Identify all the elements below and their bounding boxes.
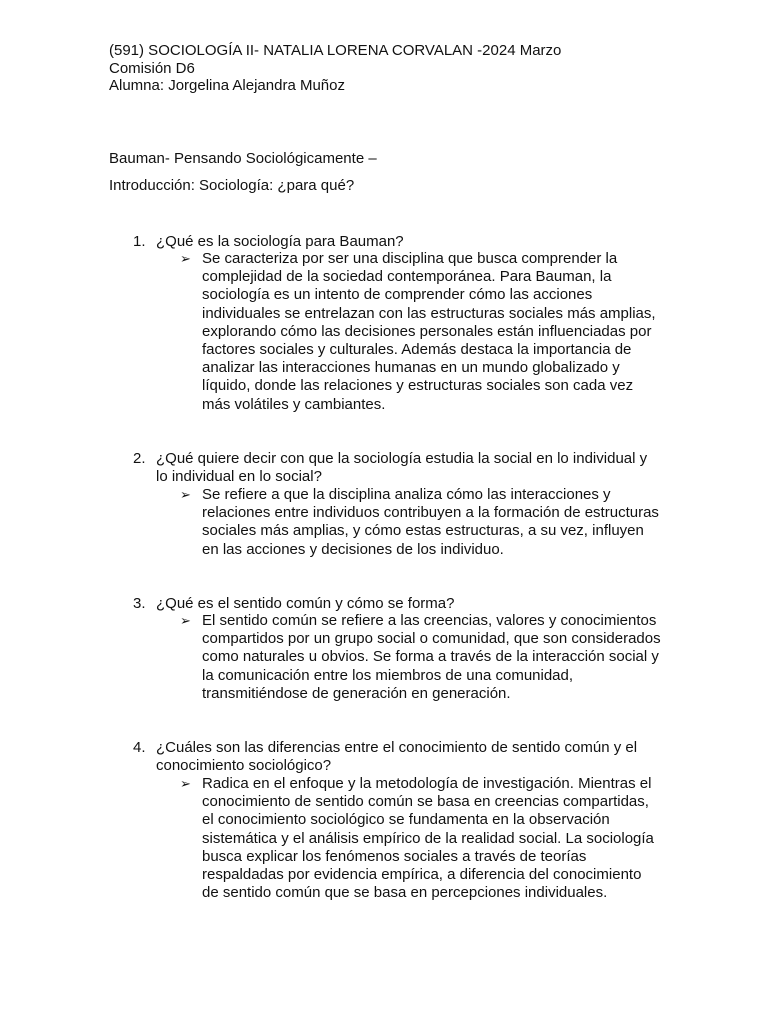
document-subtitle: Introducción: Sociología: ¿para qué? [109,177,355,194]
question-number: 4. [133,739,146,756]
document-header [109,42,561,95]
commission-line: Comisión D6 [109,59,195,77]
course-line: (591) SOCIOLOGÍA II- NATALIA LORENA CORVALAN -2024 Marzo [109,42,562,59]
question-number: 3. [133,595,146,612]
answer-text: Se refiere a que la disciplina analiza cómo las interacciones y relaciones entre individuos contribuyen a la formación de estructuras sociales más amplias, y cómo estas estructuras, a su vez, influyen en las acciones y decisiones de los individuo. [202,486,659,558]
question-text: ¿Cuáles son las diferencias entre el conocimiento de sentido común y el conocimiento sociológico? [156,739,638,774]
arrow-bullet-icon: ➢ [180,487,191,502]
question-text: ¿Qué quiere decir con que la sociología estudia la social en lo individual y lo individual en lo social? [156,450,648,485]
question-number: 1. [133,233,146,250]
answer-text: El sentido común se refiere a las creencias, valores y conocimientos compartidos por un grupo social o comunidad, que son considerados como naturales u obvios. Se forma a través de la interacción social y la comunicación entre los miembros de una comunidad, transmitiéndose de generación en generación. [202,612,661,702]
arrow-bullet-icon: ➢ [180,613,191,628]
student-line: Alumna: Jorgelina Alejandra Muñoz [109,77,345,94]
arrow-bullet-icon: ➢ [180,776,191,791]
question-text: ¿Qué es la sociología para Bauman? [156,233,404,250]
question-text: ¿Qué es el sentido común y cómo se forma? [156,595,455,612]
document-title: Bauman- Pensando Sociológicamente – [109,150,377,167]
arrow-bullet-icon: ➢ [180,251,191,266]
answer-text: Radica en el enfoque y la metodología de investigación. Mientras el conocimiento de sentido común se basa en creencias compartidas, el conocimiento sociológico se fundamenta en la observación sistemática y el análisis empírico de la realidad social. La sociología busca explicar los fenómenos sociales a través de teorías respaldadas por evidencia empírica, a diferencia del conocimiento de sentido común que se basa en percepciones individuales. [202,775,654,902]
question-number: 2. [133,450,146,467]
answer-text: Se caracteriza por ser una disciplina que busca comprender la complejidad de la sociedad contemporánea. Para Bauman, la sociología es un intento de comprender cómo las acciones individuales se entrelazan con las estructuras sociales más amplias, explorando cómo las decisiones personales están influenciadas por factores sociales y culturales. Además destaca la importancia de analizar las interacciones humanas en un mundo globalizado y líquido, donde las relaciones y estructuras sociales son cada vez más volátiles y cambiantes. [202,250,656,413]
